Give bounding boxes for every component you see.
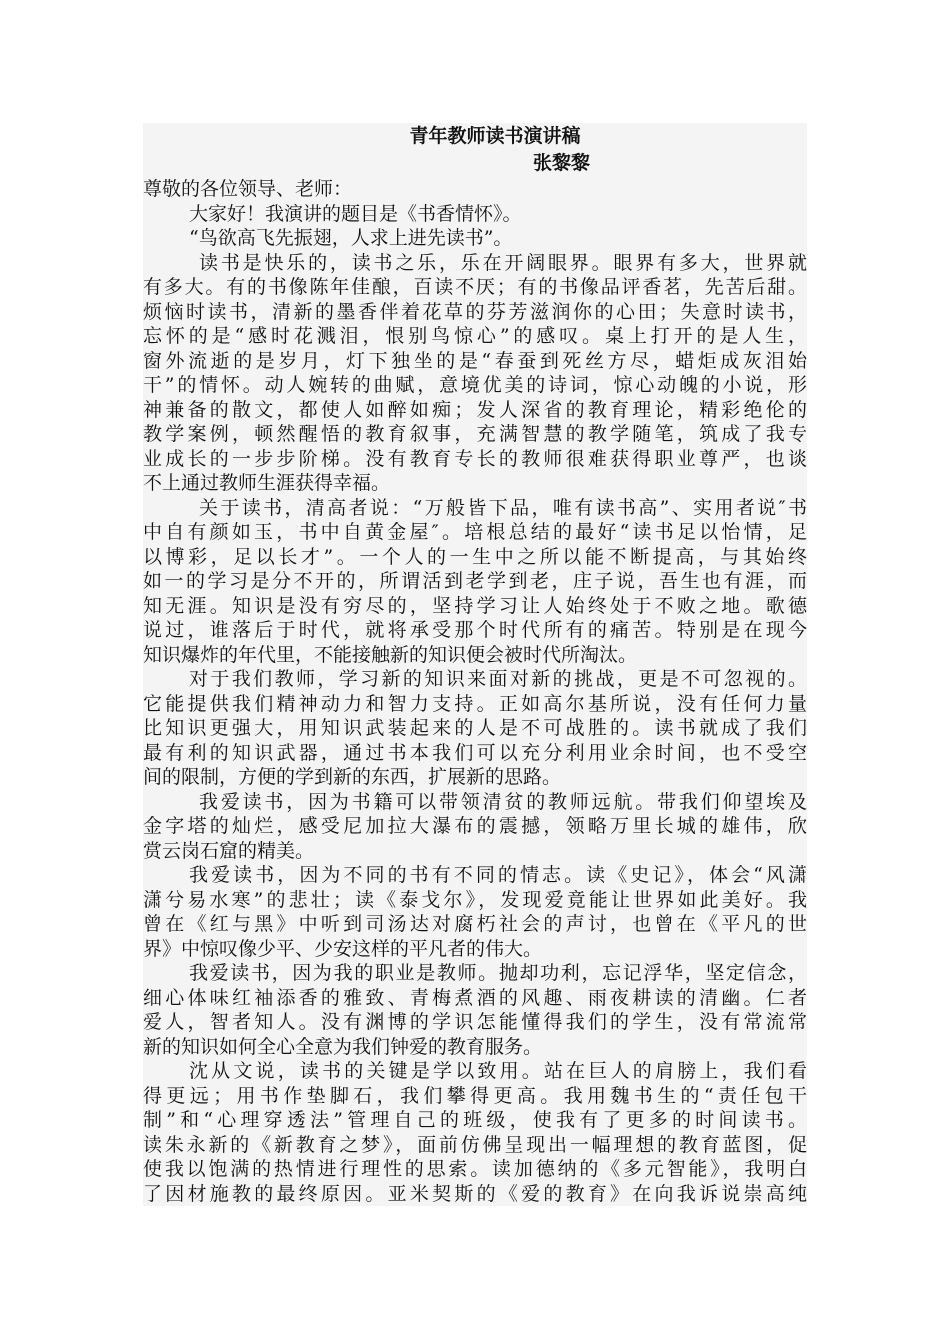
text-line: 使我以饱满的热情进行理性的思索。读加德纳的《多元智能》，我明白 xyxy=(143,1158,807,1180)
text-line: 我爱读书，因为不同的书有不同的情志。读《史记》，体会“风潇 xyxy=(189,864,807,886)
text-line: 爱人，智者知人。没有渊博的学识怎能懂得我们的学生，没有常流常 xyxy=(143,1011,807,1033)
text-line: 关于读书，清高者说：“万般皆下品，唯有读书高”、实用者说″书 xyxy=(199,496,807,519)
document-body xyxy=(143,123,807,1206)
text-line: 它能提供我们精神动力和智力支持。正如高尔基所说，没有任何力量 xyxy=(143,692,807,715)
text-line: 我爱读书，因为我的职业是教师。抛却功利，忘记浮华，坚定信念， xyxy=(189,962,807,984)
text-line: 大家好！我演讲的题目是《书香情怀》。 xyxy=(189,202,522,225)
text-line: 潇兮易水寒”的悲壮；读《泰戈尔》，发现爱竟能让世界如此美好。我 xyxy=(143,888,807,911)
text-line: 得更远；用书作垫脚石，我们攀得更高。我用魏书生的“责任包干 xyxy=(143,1084,807,1107)
text-line: 间的限制，方便的学到新的东西，扩展新的思路。 xyxy=(143,766,562,788)
text-line: 曾在《红与黑》中听到司汤达对腐朽社会的声讨，也曾在《平凡的世 xyxy=(143,913,807,935)
text-line: 如一的学习是分不开的，所谓活到老学到老，庄子说，吾生也有涯，而 xyxy=(143,570,807,592)
text-line: 制”和“心理穿透法”管理自己的班级，使我有了更多的时间读书。 xyxy=(143,1109,807,1131)
text-line: 干”的情怀。动人婉转的曲赋，意境优美的诗词，惊心动魄的小说，形 xyxy=(143,374,807,396)
text-line: 对于我们教师，学习新的知识来面对新的挑战，更是不可忽视的。 xyxy=(189,668,807,690)
text-line: 说过，谁落后于时代，就将承受那个时代所有的痛苦。特别是在现今 xyxy=(143,619,807,641)
text-line: 比知识更强大，用知识武装起来的人是不可战胜的。读书就成了我们 xyxy=(143,717,807,739)
text-line: 细心体味红袖添香的雅致、青梅煮酒的风趣、雨夜耕读的清幽。仁者 xyxy=(143,986,807,1009)
text-line: 读书是快乐的，读书之乐，乐在开阔眼界。眼界有多大，世界就 xyxy=(199,251,807,274)
document-author: 张黎黎 xyxy=(533,152,591,174)
text-line: 读朱永新的《新教育之梦》，面前仿佛呈现出一幅理想的教育蓝图，促 xyxy=(143,1133,807,1156)
text-line: “鸟欲高飞先振翅，人求上进先读书”。 xyxy=(189,227,513,249)
text-line: 窗外流逝的是岁月，灯下独坐的是“春蚕到死丝方尽，蜡炬成灰泪始 xyxy=(143,349,807,372)
text-line: 以博彩，足以长才”。一个人的一生中之所以能不断提高，与其始终 xyxy=(143,545,807,568)
text-line: 界》中惊叹像少平、少安这样的平凡者的伟大。 xyxy=(143,937,543,960)
text-line: 赏云岗石窟的精美。 xyxy=(143,839,315,862)
text-line: 烦恼时读书，清新的墨香伴着花草的芬芳滋润你的心田；失意时读书， xyxy=(143,300,807,323)
text-line: 我爱读书，因为书籍可以带领清贫的教师远航。带我们仰望埃及 xyxy=(199,790,807,813)
text-line: 知无涯。知识是没有穷尽的，坚持学习让人始终处于不败之地。歌德 xyxy=(143,594,807,617)
text-line: 不上通过教师生涯获得幸福。 xyxy=(143,472,391,494)
text-line: 新的知识如何全心全意为我们钟爱的教育服务。 xyxy=(143,1035,543,1058)
text-lines xyxy=(143,202,807,1207)
text-line: 知识爆炸的年代里，不能接触新的知识便会被时代所淘汰。 xyxy=(143,643,638,666)
document-title: 青年教师读书演讲稿 xyxy=(409,125,581,147)
text-line: 有多大。有的书像陈年佳酿，百读不厌；有的书像品评香茗，先苦后甜。 xyxy=(143,276,807,298)
text-line: 了因材施教的最终原因。亚米契斯的《爱的教育》在向我诉说崇高纯 xyxy=(143,1182,807,1205)
text-line: 金字塔的灿烂，感受尼加拉大瀑布的震撼，领略万里长城的雄伟，欣 xyxy=(143,815,807,837)
greeting-line: 尊敬的各位领导、老师： xyxy=(143,178,353,200)
text-line: 最有利的知识武器，通过书本我们可以充分利用业余时间，也不受空 xyxy=(143,741,807,764)
text-line: 中自有颜如玉，书中自黄金屋″。培根总结的最好“读书足以怡情，足 xyxy=(143,521,807,543)
text-line: 神兼备的散文，都使人如醉如痴；发人深省的教育理论，精彩绝伦的 xyxy=(143,398,807,421)
text-line: 教学案例，顿然醒悟的教育叙事，充满智慧的教学随笔，筑成了我专 xyxy=(143,423,807,445)
text-line: 沈从文说，读书的关键是学以致用。站在巨人的肩膀上，我们看 xyxy=(189,1060,807,1082)
text-line: 忘怀的是“感时花溅泪，恨别鸟惊心”的感叹。桌上打开的是人生， xyxy=(143,325,807,347)
text-line: 业成长的一步步阶梯。没有教育专长的教师很难获得职业尊严，也谈 xyxy=(143,447,807,470)
